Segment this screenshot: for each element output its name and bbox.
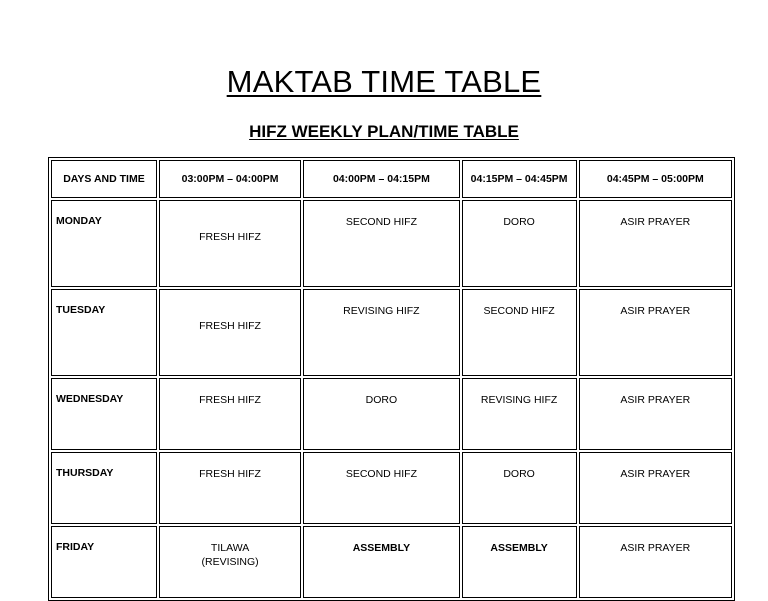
cell-line: (REVISING) — [201, 556, 259, 568]
table-cell: DORO — [462, 200, 577, 287]
table-cell — [159, 526, 301, 598]
day-label: FRIDAY — [51, 526, 157, 598]
timetable — [48, 157, 735, 601]
day-label: MONDAY — [51, 200, 157, 287]
header-days-and-time: DAYS AND TIME — [51, 160, 157, 198]
day-label: THURSDAY — [51, 452, 157, 524]
header-slot-3: 04:15PM – 04:45PM — [462, 160, 577, 198]
page-subtitle: HIFZ WEEKLY PLAN/TIME TABLE — [249, 122, 519, 141]
table-cell: REVISING HIFZ — [303, 289, 459, 376]
table-cell: FRESH HIFZ — [159, 378, 301, 450]
day-label: TUESDAY — [51, 289, 157, 376]
cell-line: TILAWA — [210, 542, 250, 554]
table-cell: SECOND HIFZ — [303, 200, 459, 287]
table-header-row — [51, 160, 732, 198]
table-cell: FRESH HIFZ — [159, 452, 301, 524]
table-row-friday — [51, 526, 732, 598]
table-cell: FRESH HIFZ — [159, 200, 301, 287]
table-cell: ASIR PRAYER — [579, 526, 732, 598]
table-cell: ASSEMBLY — [303, 526, 459, 598]
table-cell: ASIR PRAYER — [579, 289, 732, 376]
table-cell: ASIR PRAYER — [579, 378, 732, 450]
header-slot-1: 03:00PM – 04:00PM — [159, 160, 301, 198]
table-cell: SECOND HIFZ — [303, 452, 459, 524]
table-row-thursday — [51, 452, 732, 524]
table-cell: ASIR PRAYER — [579, 452, 732, 524]
table-cell: SECOND HIFZ — [462, 289, 577, 376]
table-cell: FRESH HIFZ — [159, 289, 301, 376]
page-title: MAKTAB TIME TABLE — [226, 64, 542, 99]
table-row-monday — [51, 200, 732, 287]
table-row-wednesday — [51, 378, 732, 450]
header-slot-2: 04:00PM – 04:15PM — [303, 160, 459, 198]
table-cell: REVISING HIFZ — [462, 378, 577, 450]
header-slot-4: 04:45PM – 05:00PM — [579, 160, 732, 198]
table-cell: ASIR PRAYER — [579, 200, 732, 287]
table-row-tuesday — [51, 289, 732, 376]
table-cell: DORO — [462, 452, 577, 524]
table-cell: ASSEMBLY — [462, 526, 577, 598]
day-label: WEDNESDAY — [51, 378, 157, 450]
table-cell: DORO — [303, 378, 459, 450]
